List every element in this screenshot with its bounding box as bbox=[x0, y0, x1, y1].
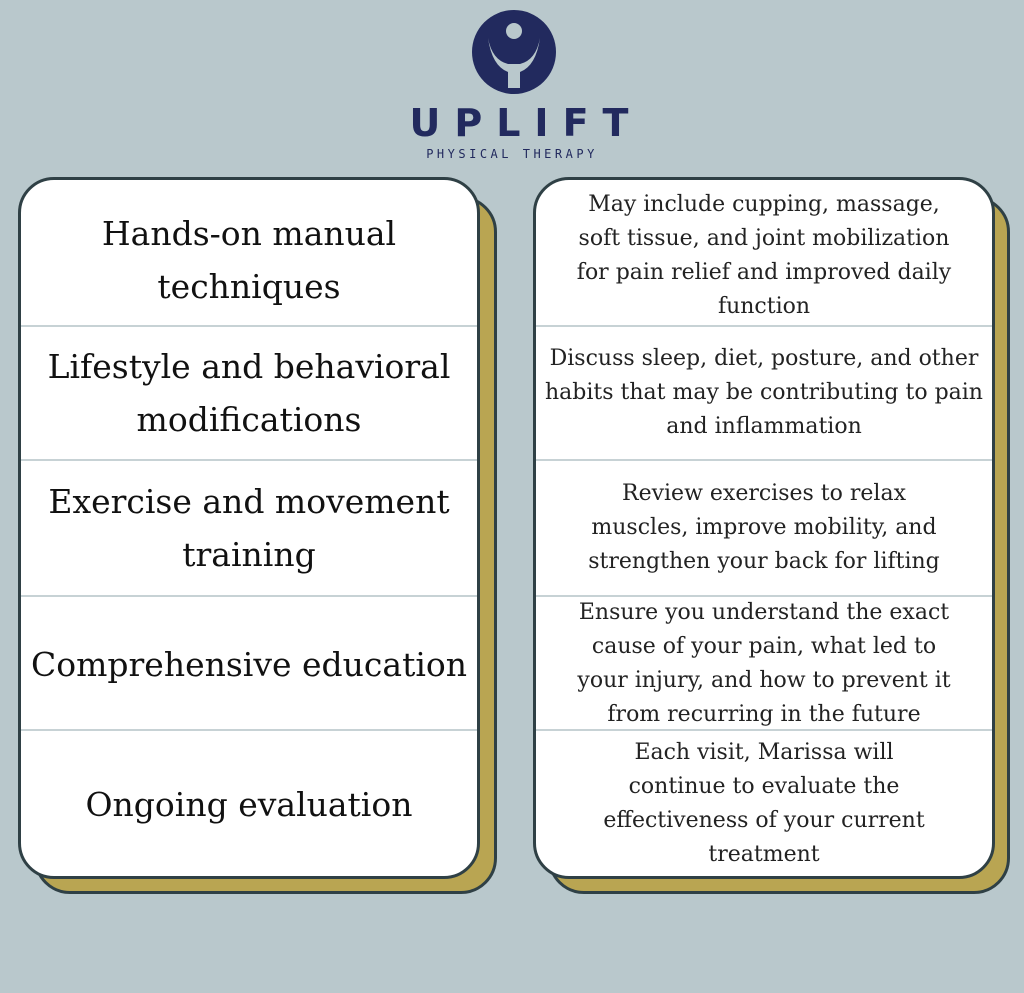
service-title-2: Lifestyle and behavioral modifications bbox=[47, 347, 451, 439]
service-description-2: Discuss sleep, diet, posture, and other habits that may be contributing to pain and inflammation bbox=[545, 346, 983, 439]
brand-tagline: PHYSICAL THERAPY bbox=[426, 147, 598, 161]
service-description-4: Ensure you understand the exact cause of your pain, what led to your injury, and how to prevent it from recurring in the future bbox=[577, 600, 951, 727]
brand-name: UPLIFT bbox=[409, 101, 643, 145]
service-title-1: Hands-on manual techniques bbox=[101, 213, 397, 306]
service-description-5: Each visit, Marissa will continue to evaluate the effectiveness of your current treatment bbox=[603, 740, 925, 867]
brand-header bbox=[0, 0, 1024, 170]
service-title-3: Exercise and movement training bbox=[48, 482, 450, 574]
person-uplift-icon bbox=[470, 8, 558, 96]
service-title-4: Comprehensive education bbox=[30, 644, 468, 684]
service-description-3: Review exercises to relax muscles, improve mobility, and strengthen your back for lifting bbox=[588, 481, 940, 574]
service-title-5: Ongoing evaluation bbox=[85, 784, 413, 824]
service-description-1: May include cupping, massage, soft tissue, and joint mobilization for pain relief and improved daily function bbox=[576, 191, 952, 319]
